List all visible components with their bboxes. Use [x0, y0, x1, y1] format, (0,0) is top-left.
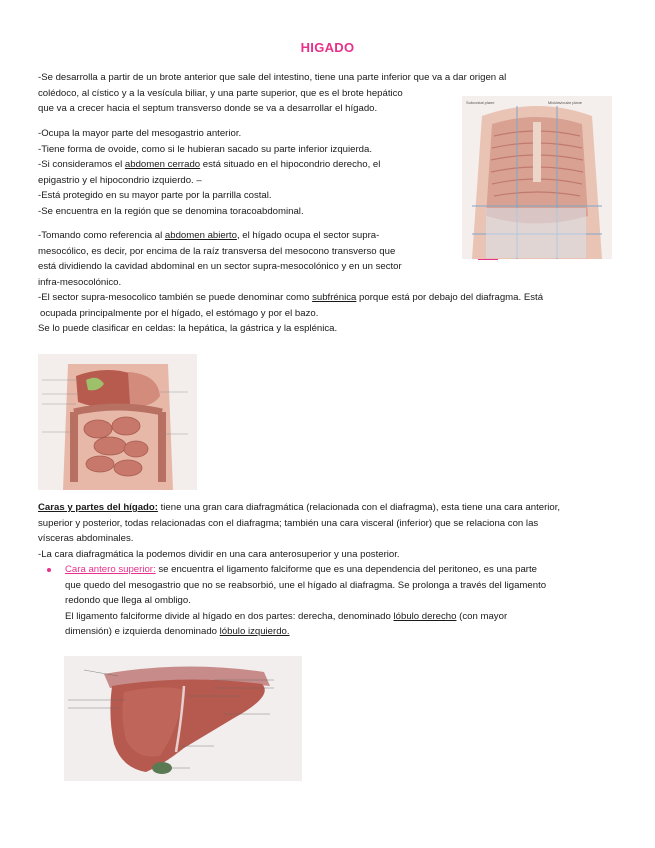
liver-illustration [64, 656, 302, 781]
page-title: HIGADO [300, 40, 355, 55]
lobulo-izquierdo-term: lóbulo izquierdo. [219, 626, 290, 637]
bullet-line: El ligamento falciforme divide al hígado en dos partes: derecha, denominado lóbulo derecho (con mayor [65, 610, 508, 622]
open-line: mesocólico, es decir, por encima de la raíz transversa del mesocono transverso que [38, 245, 396, 257]
abdomen-abierto-term: abdomen abierto [164, 230, 237, 241]
bullet-icon [47, 568, 51, 572]
intro-line: que va a crecer hacia el septum transverso donde se va a desarrollar el hígado. [38, 103, 378, 114]
open-line: -El sector supra-mesocolico también se puede denominar como subfrénica porque está por debajo del diafragma. Está [38, 292, 544, 303]
open-line: -Tomando como referencia al abdomen abierto, el hígado ocupa el sector supra- [38, 230, 380, 241]
location-line: -Se encuentra en la región que se denomina toracoabdominal. [38, 205, 304, 217]
faces-line: superior y posterior, todas relacionadas con el diafragma; también una cara visceral (inferior) que se relaciona con las [38, 517, 539, 529]
faces-line: -La cara diafragmática la podemos dividir en una cara anterosuperior y una posterior. [38, 548, 400, 560]
faces-heading: Caras y partes del hígado: [38, 502, 158, 513]
bullet-line: dimensión) e izquierda denominado lóbulo izquierdo. [65, 626, 290, 637]
location-line: -Tiene forma de ovoide, como si le hubieran sacado su parte inferior izquierda. [38, 143, 373, 155]
location-line: -Si consideramos el abdomen cerrado está situado en el hipocondrio derecho, el [38, 159, 381, 170]
liver-anterior-figure [64, 656, 302, 781]
intro-line: colédoco, al cístico y a la vesícula biliar, y una parte superior, que es el brote hepático [38, 87, 403, 99]
lobulo-derecho-term: lóbulo derecho [393, 610, 457, 622]
open-line: infra-mesocolónico. [38, 276, 122, 288]
intro-paragraph [38, 70, 506, 117]
abdomen-cerrado-term: abdomen cerrado [124, 159, 201, 170]
location-paragraph [38, 126, 380, 219]
location-line: epigastrio y el hipocondrio izquierdo. – [38, 174, 202, 186]
open-abdomen-paragraph [38, 228, 543, 337]
faces-paragraph [38, 500, 560, 562]
cara-antero-superior-term: Cara antero superior: [65, 564, 156, 575]
faces-line: vísceras abdominales. [38, 533, 134, 544]
location-line: -Está protegido en su mayor parte por la parrilla costal. [38, 190, 272, 201]
falciform-bullet [65, 562, 546, 640]
intro-line: -Se desarrolla a partir de un brote anterior que sale del intestino, tiene una parte inferior que va a dar origen al [38, 72, 507, 83]
faces-line: Caras y partes del hígado: tiene una gran cara diafragmática (relacionada con el diafragma), esta tiene una cara anterior, [38, 502, 561, 513]
open-line: ocupada principalmente por el hígado, el estómago y por el bazo. [40, 307, 319, 319]
open-line: Se lo puede clasificar en celdas: la hepática, la gástrica y la esplénica. [38, 323, 338, 334]
subfrenica-term: subfrénica [312, 292, 357, 303]
bullet-line: redondo que llega al ombligo. [65, 595, 191, 606]
abdominal-cavity-figure [38, 354, 197, 490]
bullet-line: Cara antero superior: se encuentra el ligamento falciforme que es una dependencia del peritoneo, es una parte [65, 564, 537, 575]
figure-label: Subcostal plane [466, 100, 495, 105]
bullet-line: que quedo del mesogastrio que no se reabsorbió, une el hígado al diafragma. Se prolonga a través del ligamento [65, 579, 547, 591]
location-line: -Ocupa la mayor parte del mesogastrio anterior. [38, 128, 242, 139]
open-line: está dividiendo la cavidad abdominal en un sector supra-mesocolónico y en un sector [38, 261, 402, 272]
figure-label: Midclavicular plane [548, 100, 583, 105]
abdomen-illustration [38, 354, 197, 490]
